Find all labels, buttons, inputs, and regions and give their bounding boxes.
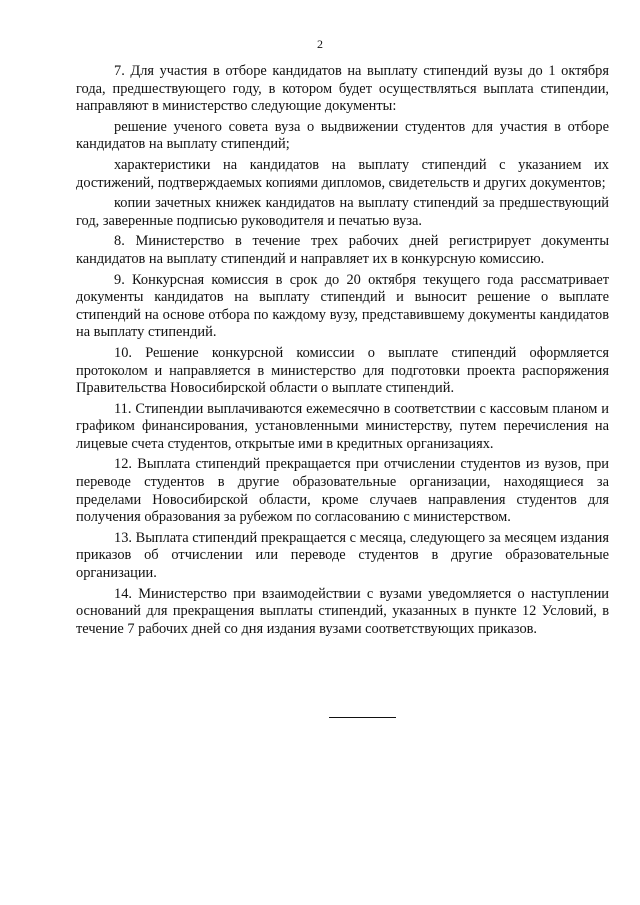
paragraph-8: 8. Министерство в течение трех рабочих дней регистрирует документы кандидатов на выплату стипендий и направляет их в конкурсную комиссию. [76,233,609,267]
document-body [76,63,609,641]
paragraph-7: 7. Для участия в отборе кандидатов на выплату стипендий вузы до 1 октября года, предшествующего году, в котором будет осуществляться выплата стипендии, направляют в министерство следующие документы: [76,63,609,115]
paragraph-13: 13. Выплата стипендий прекращается с месяца, следующего за месяцем издания приказов об отчислении или переводе студентов в другие образовательные организации. [76,529,609,582]
end-divider-line [329,717,396,718]
paragraph-12: 12. Выплата стипендий прекращается при отчислении студентов из вузов, при переводе студентов в другие образовательные организации, находящиеся за пределами Новосибирской области, кроме случаев направления студентов для получения образования за рубежом по согласованию с министерством. [76,456,609,526]
paragraph-9: 9. Конкурсная комиссия в срок до 20 октября текущего года рассматривает документы кандидатов на выплату стипендий и выносит решение о выплате стипендий на основе отбора по каждому вузу, представившему документы кандидатов на выплату стипендий. [76,271,609,341]
paragraph-7-item-decision: решение ученого совета вуза о выдвижении студентов для участия в отборе кандидатов на выплату стипендий; [76,118,609,153]
paragraph-11: 11. Стипендии выплачиваются ежемесячно в соответствии с кассовым планом и графиком финансирования, установленными министерству, путем перечисления на лицевые счета студентов, открытые ими в кредитных организациях. [76,400,609,452]
paragraph-7-item-characteristics: характеристики на кандидатов на выплату стипендий с указанием их достижений, подтверждаемых копиями дипломов, свидетельств и других документов; [76,156,609,191]
paragraph-10: 10. Решение конкурсной комиссии о выплате стипендий оформляется протоколом и направляется в министерство для подготовки проекта распоряжения Правительства Новосибирской области о выплате стипендий. [76,344,609,397]
paragraph-7-item-record-books: копии зачетных книжек кандидатов на выплату стипендий за предшествующий год, заверенные подписью руководителя и печатью вуза. [76,195,609,229]
paragraph-14: 14. Министерство при взаимодействии с вузами уведомляется о наступлении оснований для прекращения выплаты стипендий, указанных в пункте 12 Условий, в течение 7 рабочих дней со дня издания вузами соответствующих приказов. [76,585,609,637]
page-number: 2 [317,37,323,51]
